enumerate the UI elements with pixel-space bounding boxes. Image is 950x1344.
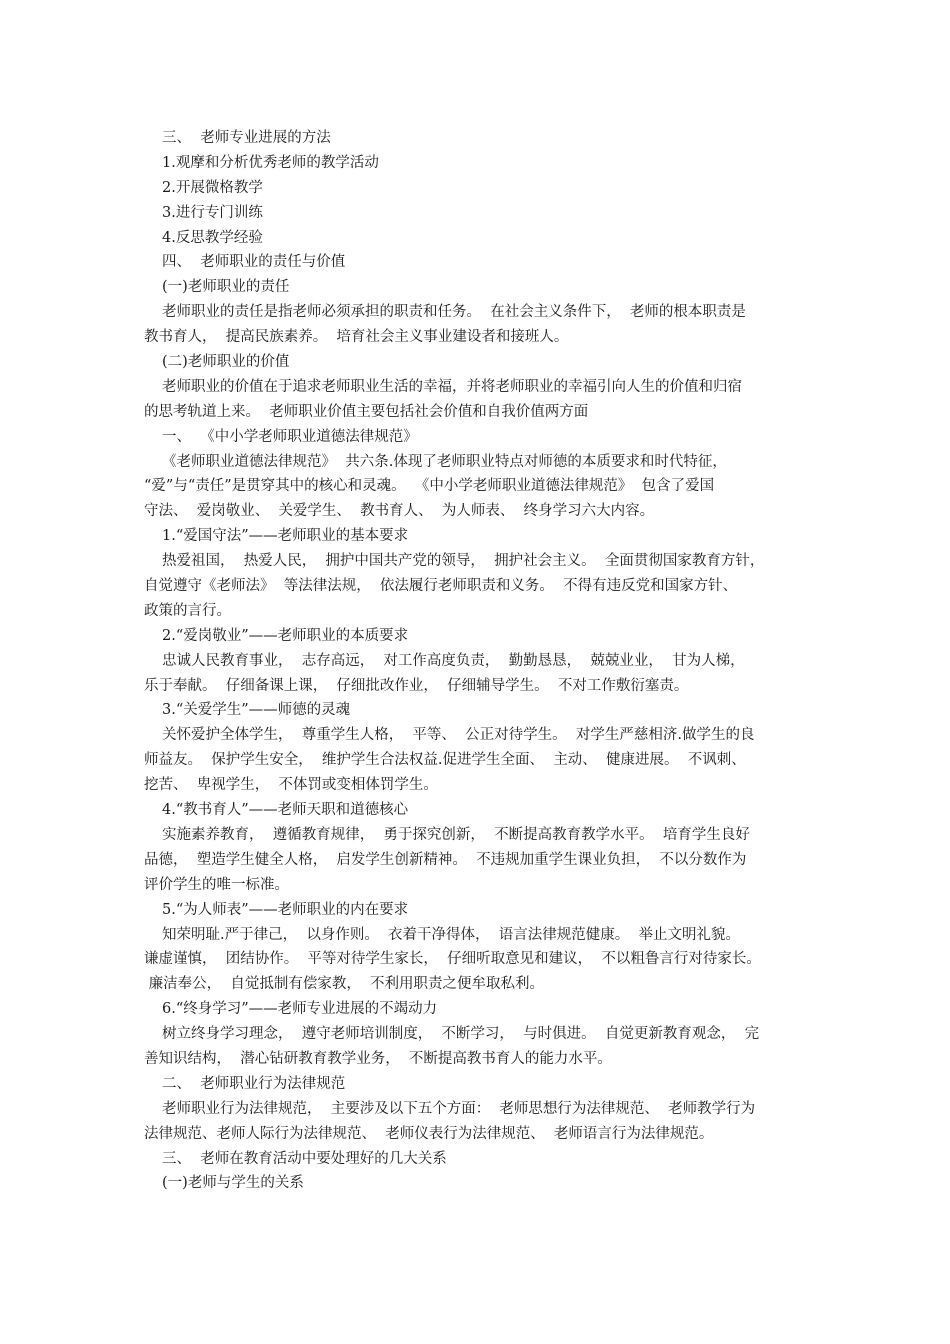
text-line: 4.“教书育人”——老师天职和道德核心	[162, 802, 409, 819]
text-line: 老师职业行为法律规范， 主要涉及以下五个方面： 老师思想行为法律规范、 老师教学行为	[162, 1100, 756, 1117]
text-line: 挖苦、 卑视学生， 不体罚或变相体罚学生。	[144, 777, 438, 794]
document-body	[144, 126, 812, 1196]
text-line: 乐于奉献。 仔细备课上课， 仔细批改作业， 仔细辅导学生。 不对工作敷衍塞责。	[144, 677, 689, 694]
text-line: 法律规范、老师人际行为法律规范、 老师仪表行为法律规范、 老师语言行为法律规范。	[144, 1125, 714, 1142]
text-line: 5.“为人师表”——老师职业的内在要求	[162, 901, 409, 918]
text-line: (一)老师职业的责任	[162, 279, 290, 296]
text-line: 谦虚谨慎， 团结协作。 平等对待学生家长， 仔细听取意见和建议， 不以粗鲁言行对待家长。	[144, 951, 761, 968]
text-line: 1.观摩和分析优秀老师的教学活动	[162, 154, 379, 171]
text-line: 老师职业的价值在于追求老师职业生活的幸福，并将老师职业的幸福引向人生的价值和归宿	[162, 378, 742, 395]
text-line: (一)老师与学生的关系	[162, 1175, 304, 1192]
text-line: 品德， 塑造学生健全人格， 启发学生创新精神。 不违规加重学生课业负担， 不以分数作为	[144, 851, 747, 868]
text-line: 3.“关爱学生”——师德的灵魂	[162, 702, 351, 719]
text-line: “爱”与“责任”是贯穿其中的核心和灵魂。 《中小学老师职业道德法律规范》 包含了爱国	[144, 478, 715, 495]
text-line: 三、 老师在教育活动中要处理好的几大关系	[162, 1150, 447, 1167]
text-line: 树立终身学习理念， 遵守老师培训制度， 不断学习， 与时俱进。 自觉更新教育观念， 完	[162, 1026, 760, 1043]
text-line: 4.反思教学经验	[162, 229, 263, 246]
text-line: 三、 老师专业进展的方法	[162, 130, 331, 146]
text-line: 6.“终身学习”——老师专业进展的不竭动力	[162, 1001, 438, 1018]
text-line: 一、 《中小学老师职业道德法律规范》	[162, 428, 418, 445]
text-line: 自觉遵守《老师法》 等法律法规， 依法履行老师职责和义务。 不得有违反党和国家方针、	[144, 578, 738, 595]
text-line: 守法、 爱岗敬业、 关爱学生、 教书育人、 为人师表、 终身学习六大内容。	[144, 503, 655, 520]
text-line: 1.“爱国守法”——老师职业的基本要求	[162, 528, 409, 545]
text-line: 关怀爱护全体学生， 尊重学生人格， 平等、 公正对待学生。 对学生严慈相济.做学生的良	[162, 727, 755, 744]
text-line: 实施素养教育， 遵循教育规律， 勇于探究创新， 不断提高教育教学水平。 培育学生良好	[162, 826, 750, 843]
text-line: 四、 老师职业的责任与价值	[162, 254, 346, 271]
text-line: 廉洁奉公， 自觉抵制有偿家教， 不利用职责之便牟取私利。	[144, 976, 545, 993]
text-line: 2.“爱岗敬业”——老师职业的本质要求	[162, 627, 409, 644]
text-line: 3.进行专门训练	[162, 204, 263, 221]
text-line: 评价学生的唯一标准。	[144, 876, 289, 893]
text-line: 热爱祖国， 热爱人民， 拥护中国共产党的领导， 拥护社会主义。 全面贯彻国家教育方针，	[162, 553, 765, 570]
text-line: 知荣明耻.严于律己， 以身作则。 衣着干净得体， 语言法律规范健康。 举止文明礼貌。	[162, 926, 740, 943]
text-line: 二、 老师职业行为法律规范	[162, 1075, 346, 1092]
text-line: (二)老师职业的价值	[162, 354, 290, 371]
text-line: 2.开展微格教学	[162, 179, 263, 196]
text-line: 政策的言行。	[144, 602, 231, 619]
text-line: 善知识结构， 潜心钻研教育教学业务， 不断提高教书育人的能力水平。	[144, 1050, 612, 1067]
text-line: 师益友。 保护学生安全， 维护学生合法权益.促进学生全面、 主动、 健康进展。 不讽刺、	[144, 752, 746, 769]
text-line: 的思考轨道上来。 老师职业价值主要包括社会价值和自我价值两方面	[144, 403, 589, 420]
text-line: 老师职业的责任是指老师必须承担的职责和任务。 在社会主义条件下， 老师的根本职责是	[162, 304, 746, 321]
text-line: 忠诚人民教育事业， 志存高远， 对工作高度负责， 勤勤恳恳， 兢兢业业， 甘为人梯，	[162, 652, 745, 669]
text-line: 《老师职业道德法律规范》 共六条.体现了老师职业特点对师德的本质要求和时代特征，	[162, 453, 727, 470]
text-line: 教书育人， 提高民族素养。 培育社会主义事业建设者和接班人。	[144, 329, 569, 346]
